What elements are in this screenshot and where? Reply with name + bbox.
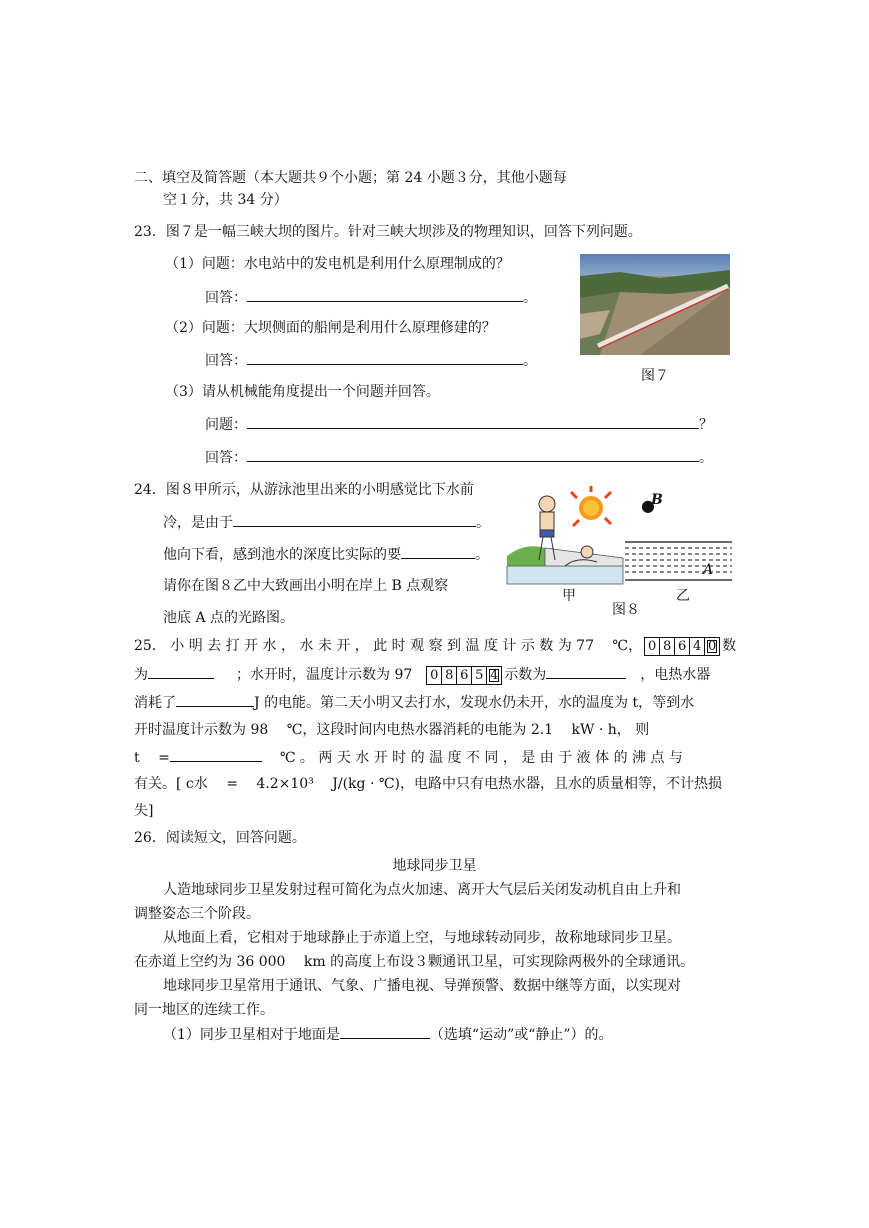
meter-digit: 8 <box>442 667 457 684</box>
q25-line4: 开时温度计示数为 98 ℃，这段时间内电热水器消耗的电能为 2.1 kW · h， 则 <box>134 722 650 738</box>
meter-digit: 0 <box>645 638 660 655</box>
period: 。 <box>476 515 490 531</box>
q23-part3: （3）请从机械能角度提出一个问题并回答。 <box>165 384 440 400</box>
meter-digit: 6 <box>675 638 690 655</box>
question-mark: ？ <box>699 417 713 433</box>
article-p3a: 地球同步卫星常用于通讯、气象、广播电视、导弹预警、数据中继等方面，以实现对 <box>163 978 681 994</box>
answer2-blank[interactable] <box>247 350 523 365</box>
q23-answer2 <box>205 350 537 371</box>
q25-line7: 失] <box>134 803 154 819</box>
answer-label: 回答： <box>205 290 247 306</box>
fig8-caption: 图８ <box>612 602 640 618</box>
meter-digit: 0 <box>705 638 719 655</box>
q25-line3 <box>134 692 694 713</box>
point-B-dot: ● <box>641 496 655 515</box>
q23-part2: （2）问题：大坝侧面的船闸是利用什么原理修建的？ <box>165 320 496 336</box>
q25-line2 <box>134 664 710 685</box>
meter-digit: 6 <box>457 667 472 684</box>
three-gorges-dam-photo <box>580 254 730 355</box>
period: 。 <box>475 547 489 563</box>
q26-text: （选填“运动”或“静止”）的。 <box>429 1027 613 1043</box>
answer-label: 回答： <box>205 450 247 466</box>
q25-blank3[interactable] <box>176 692 254 707</box>
energy-meter-reading-2 <box>426 666 502 685</box>
period: 。 <box>523 353 537 369</box>
q24-blank1[interactable] <box>233 512 476 527</box>
energy-meter-reading-1 <box>644 637 720 656</box>
q23-answer3 <box>205 447 713 468</box>
question3-blank[interactable] <box>247 414 699 429</box>
sun-icon <box>571 486 611 526</box>
q26-text: （1）同步卫星相对于地面是 <box>163 1027 340 1043</box>
q25-line1 <box>134 636 736 656</box>
answer-label: 回答： <box>205 353 247 369</box>
q26-stem: 26．阅读短文，回答问题。 <box>134 830 306 846</box>
answer3-blank[interactable] <box>247 447 699 462</box>
q25-text: 为 <box>134 667 148 683</box>
q24-text: 他向下看，感到池水的深度比实际的要 <box>163 547 401 563</box>
q24-line2 <box>163 512 490 533</box>
q25-blank1[interactable] <box>148 664 214 679</box>
period: 。 <box>699 450 713 466</box>
point-A-label: A <box>703 562 714 578</box>
q26-part1 <box>163 1024 613 1045</box>
q24-line5: 池底 A 点的光路图。 <box>163 610 295 626</box>
fig7-caption: 图７ <box>641 368 669 384</box>
point-B-label: B <box>651 492 663 508</box>
period: 。 <box>523 290 537 306</box>
q25-blank2[interactable] <box>546 664 626 679</box>
pool-water-diagram <box>625 540 732 582</box>
q25-text: 消耗了 <box>134 695 176 711</box>
q24-text: 冷，是由于 <box>163 515 233 531</box>
section-heading-line1: 二、填空及简答题（本大题共９个小题；第 24 小题３分，其他小题每 <box>134 170 567 186</box>
article-p2b: 在赤道上空约为 36 000 km 的高度上布设３颗通讯卫星，可实现除两极外的全球通讯。 <box>134 954 695 970</box>
q23-part1: （1）问题：水电站中的发电机是利用什么原理制成的？ <box>165 256 510 272</box>
meter-digit: 0 <box>427 667 442 684</box>
q25-text: ℃ 。 两 天 水 开 时 的 温 度 不 同 ， 是 由 于 液 体 的 沸 点 与 <box>279 750 683 766</box>
meter-digit: 8 <box>660 638 675 655</box>
q24-line3 <box>163 544 489 565</box>
q25-text: 数 <box>722 638 737 654</box>
q25-text: J 的电能。第二天小明又去打水，发现水仍未开，水的温度为 t，等到水 <box>254 695 695 711</box>
meter-digit: 4 <box>690 638 705 655</box>
q23-stem: 23．图７是一幅三峡大坝的图片。针对三峡大坝涉及的物理知识，回答下列问题。 <box>134 224 642 240</box>
article-p1b: 调整姿态三个阶段。 <box>134 906 260 922</box>
answer1-blank[interactable] <box>247 287 523 302</box>
q25-text: 25． 小 明 去 打 开 水 ， 水 未 开 ， 此 时 观 察 到 温 度 计 示 数 为 77 ℃， <box>134 638 643 654</box>
q25-line6: 有关。[ c水 = 4.2×10³ J/(kg · ℃)，电路中只有电热水器，且水的质量相等，不计热损 <box>134 776 722 792</box>
q25-blank4[interactable] <box>170 747 262 762</box>
q23-answer1 <box>205 287 537 308</box>
meter-digit: 4 <box>487 667 501 684</box>
section-heading-line2: 空１分，共 34 分） <box>163 192 288 208</box>
question-label: 问题： <box>205 417 247 433</box>
q23-question3 <box>205 414 713 435</box>
article-p2a: 从地面上看，它相对于地球静止于赤道上空，与地球转动同步，故称地球同步卫星。 <box>163 930 681 946</box>
q25-text: ；水开时，温度计示数为 97 <box>236 667 413 683</box>
q24-line1: 24．图８甲所示，从游泳池里出来的小明感觉比下水前 <box>134 482 474 498</box>
q25-text: t = <box>134 750 170 766</box>
q25-text: 示数为 <box>504 667 547 683</box>
fig8-jia-label: 甲 <box>562 588 576 604</box>
article-p1a: 人造地球同步卫星发射过程可简化为点火加速、离开大气层后关闭发动机自由上升和 <box>163 882 681 898</box>
q24-blank2[interactable] <box>401 544 475 559</box>
q25-text: ，电热水器 <box>640 667 711 683</box>
fig8-yi-label: 乙 <box>676 588 690 604</box>
q25-line5 <box>134 747 683 768</box>
meter-digit: 5 <box>472 667 487 684</box>
article-p3b: 同一地区的连续工作。 <box>134 1002 274 1018</box>
article-title: 地球同步卫星 <box>392 858 477 874</box>
q24-line4: 请你在图８乙中大致画出小明在岸上 B 点观察 <box>163 578 449 594</box>
q26-blank1[interactable] <box>340 1024 430 1039</box>
